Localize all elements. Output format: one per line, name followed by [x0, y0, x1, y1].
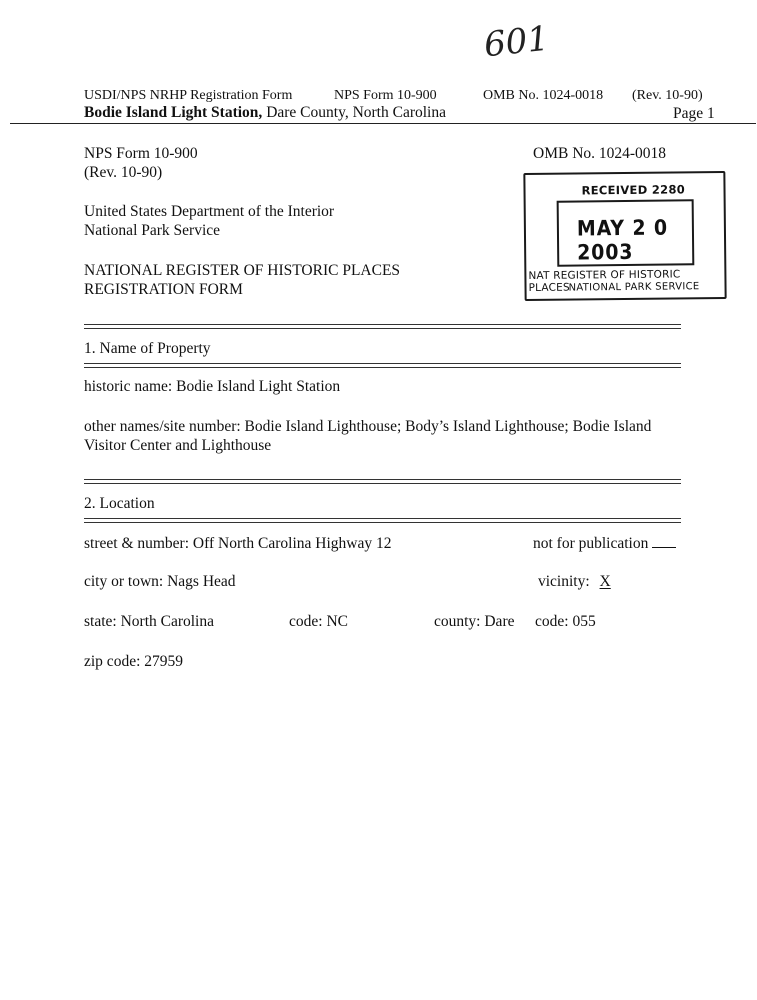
section1-heading: 1. Name of Property: [84, 340, 211, 357]
stamp-line1: NAT REGISTER OF HISTORIC PLACES: [528, 268, 681, 295]
not-for-publication-blank: [652, 535, 676, 548]
header-property: [84, 104, 446, 122]
header-property-name: Bodie Island Light Station,: [84, 104, 263, 121]
form-rev: (Rev. 10-90): [84, 164, 163, 181]
city-town: city or town: Nags Head: [84, 573, 236, 590]
stamp-date: MAY 2 0 2003: [576, 215, 669, 265]
vicinity: [538, 573, 615, 591]
state-code: code: NC: [289, 613, 348, 630]
county-code: code: 055: [535, 613, 596, 630]
stamp-line2: NATIONAL PARK SERVICE: [568, 281, 700, 294]
form-number: NPS Form 10-900: [84, 145, 198, 162]
vicinity-label: vicinity:: [538, 573, 594, 590]
handwritten-page-number: 601: [482, 18, 551, 66]
vicinity-value: X: [599, 573, 611, 590]
stamp-date-box: [557, 199, 695, 266]
header-rev: (Rev. 10-90): [632, 88, 703, 103]
header-page: Page 1: [673, 105, 715, 122]
department: United States Department of the Interior: [84, 203, 335, 220]
form-title-line1: NATIONAL REGISTER OF HISTORIC PLACES: [84, 262, 401, 279]
not-for-publication-label: not for publication: [533, 535, 649, 552]
state: state: North Carolina: [84, 613, 214, 630]
zip-code: zip code: 27959: [84, 653, 184, 670]
other-names-line1: other names/site number: Bodie Island Lighthouse; Body’s Island Lighthouse; Bodie Island: [84, 418, 652, 435]
header-form-name: USDI/NPS NRHP Registration Form: [84, 88, 293, 103]
received-stamp: [523, 171, 726, 301]
section-divider: [84, 479, 681, 484]
section2-heading: 2. Location: [84, 495, 155, 512]
header-property-location: Dare County, North Carolina: [262, 104, 446, 121]
form-title-line2: REGISTRATION FORM: [84, 281, 243, 298]
street-number: street & number: Off North Carolina Highway 12: [84, 535, 392, 552]
other-names-line2: Visitor Center and Lighthouse: [84, 437, 272, 454]
form-omb: OMB No. 1024-0018: [533, 145, 667, 162]
section-divider: [84, 363, 681, 368]
section-divider: [84, 518, 681, 523]
header-rule: [10, 123, 756, 124]
section-divider: [84, 324, 681, 329]
not-for-publication: [533, 535, 676, 553]
historic-name: historic name: Bodie Island Light Station: [84, 378, 341, 395]
service: National Park Service: [84, 222, 221, 239]
county: county: Dare: [434, 613, 515, 630]
header-omb: OMB No. 1024-0018: [483, 88, 604, 103]
header-form-number: NPS Form 10-900: [334, 88, 437, 103]
stamp-received: RECEIVED 2280: [581, 182, 686, 198]
